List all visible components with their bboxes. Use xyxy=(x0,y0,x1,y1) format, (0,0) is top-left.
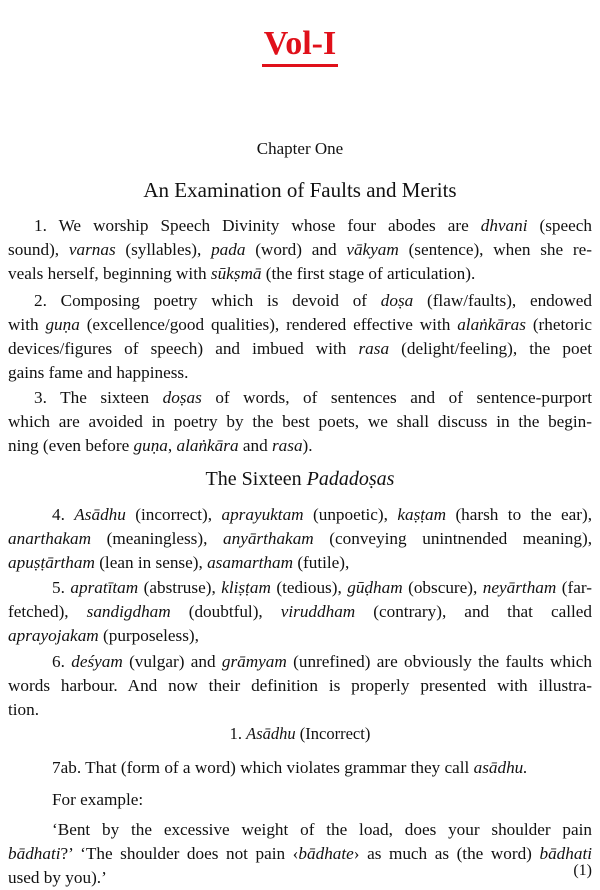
paragraph-2: 2. Composing poetry which is devoid of doṣa (flaw/faults), endowed with guṇa (excellence/good qualities), rendered effective with alaṅkāras (rhetoric devices/figures of speech) and imbued with rasa (delight/feeling), the poet gains fame and happiness. xyxy=(8,291,592,382)
rule-7ab: 7ab. That (form of a word) which violates grammar they call asādhu. xyxy=(52,758,528,777)
volume-title: Vol-I xyxy=(0,24,600,67)
chapter-title: An Examination of Faults and Merits xyxy=(143,178,457,202)
page-number: (1) xyxy=(573,862,592,879)
section-title: The Sixteen Padadoṣas xyxy=(205,468,395,490)
example-quote: ‘Bent by the excessive weight of the load, does your shoulder pain bādhati?’ ‘The shoulder does not pain ‹bādhate› as much as (the word) bādhati used by you).’ xyxy=(8,820,592,887)
paragraph-1: 1. We worship Speech Divinity whose four abodes are dhvani (speech sound), varnas (syllables), pada (word) and vākyam (sentence), when she re- veals herself, beginning with sūkṣmā (the first stage of articulation). xyxy=(8,216,592,283)
paragraph-6: 6. deśyam (vulgar) and grāmyam (unrefined) are obviously the faults which words harbour. And now their definition is properly presented with illustra- tion. xyxy=(8,652,592,719)
subsection-title: 1. Asādhu (Incorrect) xyxy=(229,724,371,743)
paragraph-4: 4. Asādhu (incorrect), aprayuktam (unpoetic), kaṣṭam (harsh to the ear), anarthakam (meaningless), anyārthakam (conveying unintnended meaning), apuṣṭārtham (lean in sense), asamartham (futile), xyxy=(8,505,592,572)
paragraph-3: 3. The sixteen doṣas of words, of sentences and of sentence-purport which are avoided in poetry by the best poets, we shall discuss in the begin- ning (even before guṇa, alaṅkāra and rasa). xyxy=(8,388,592,455)
example-label: For example: xyxy=(52,790,144,809)
paragraph-5: 5. apratītam (abstruse), kliṣṭam (tedious), gūḍham (obscure), neyārtham (far- fetched), sandigdham (doubtful), viruddham (contrary), and that called aprayojakam (purposeless), xyxy=(8,578,593,645)
chapter-label: Chapter One xyxy=(256,139,344,158)
